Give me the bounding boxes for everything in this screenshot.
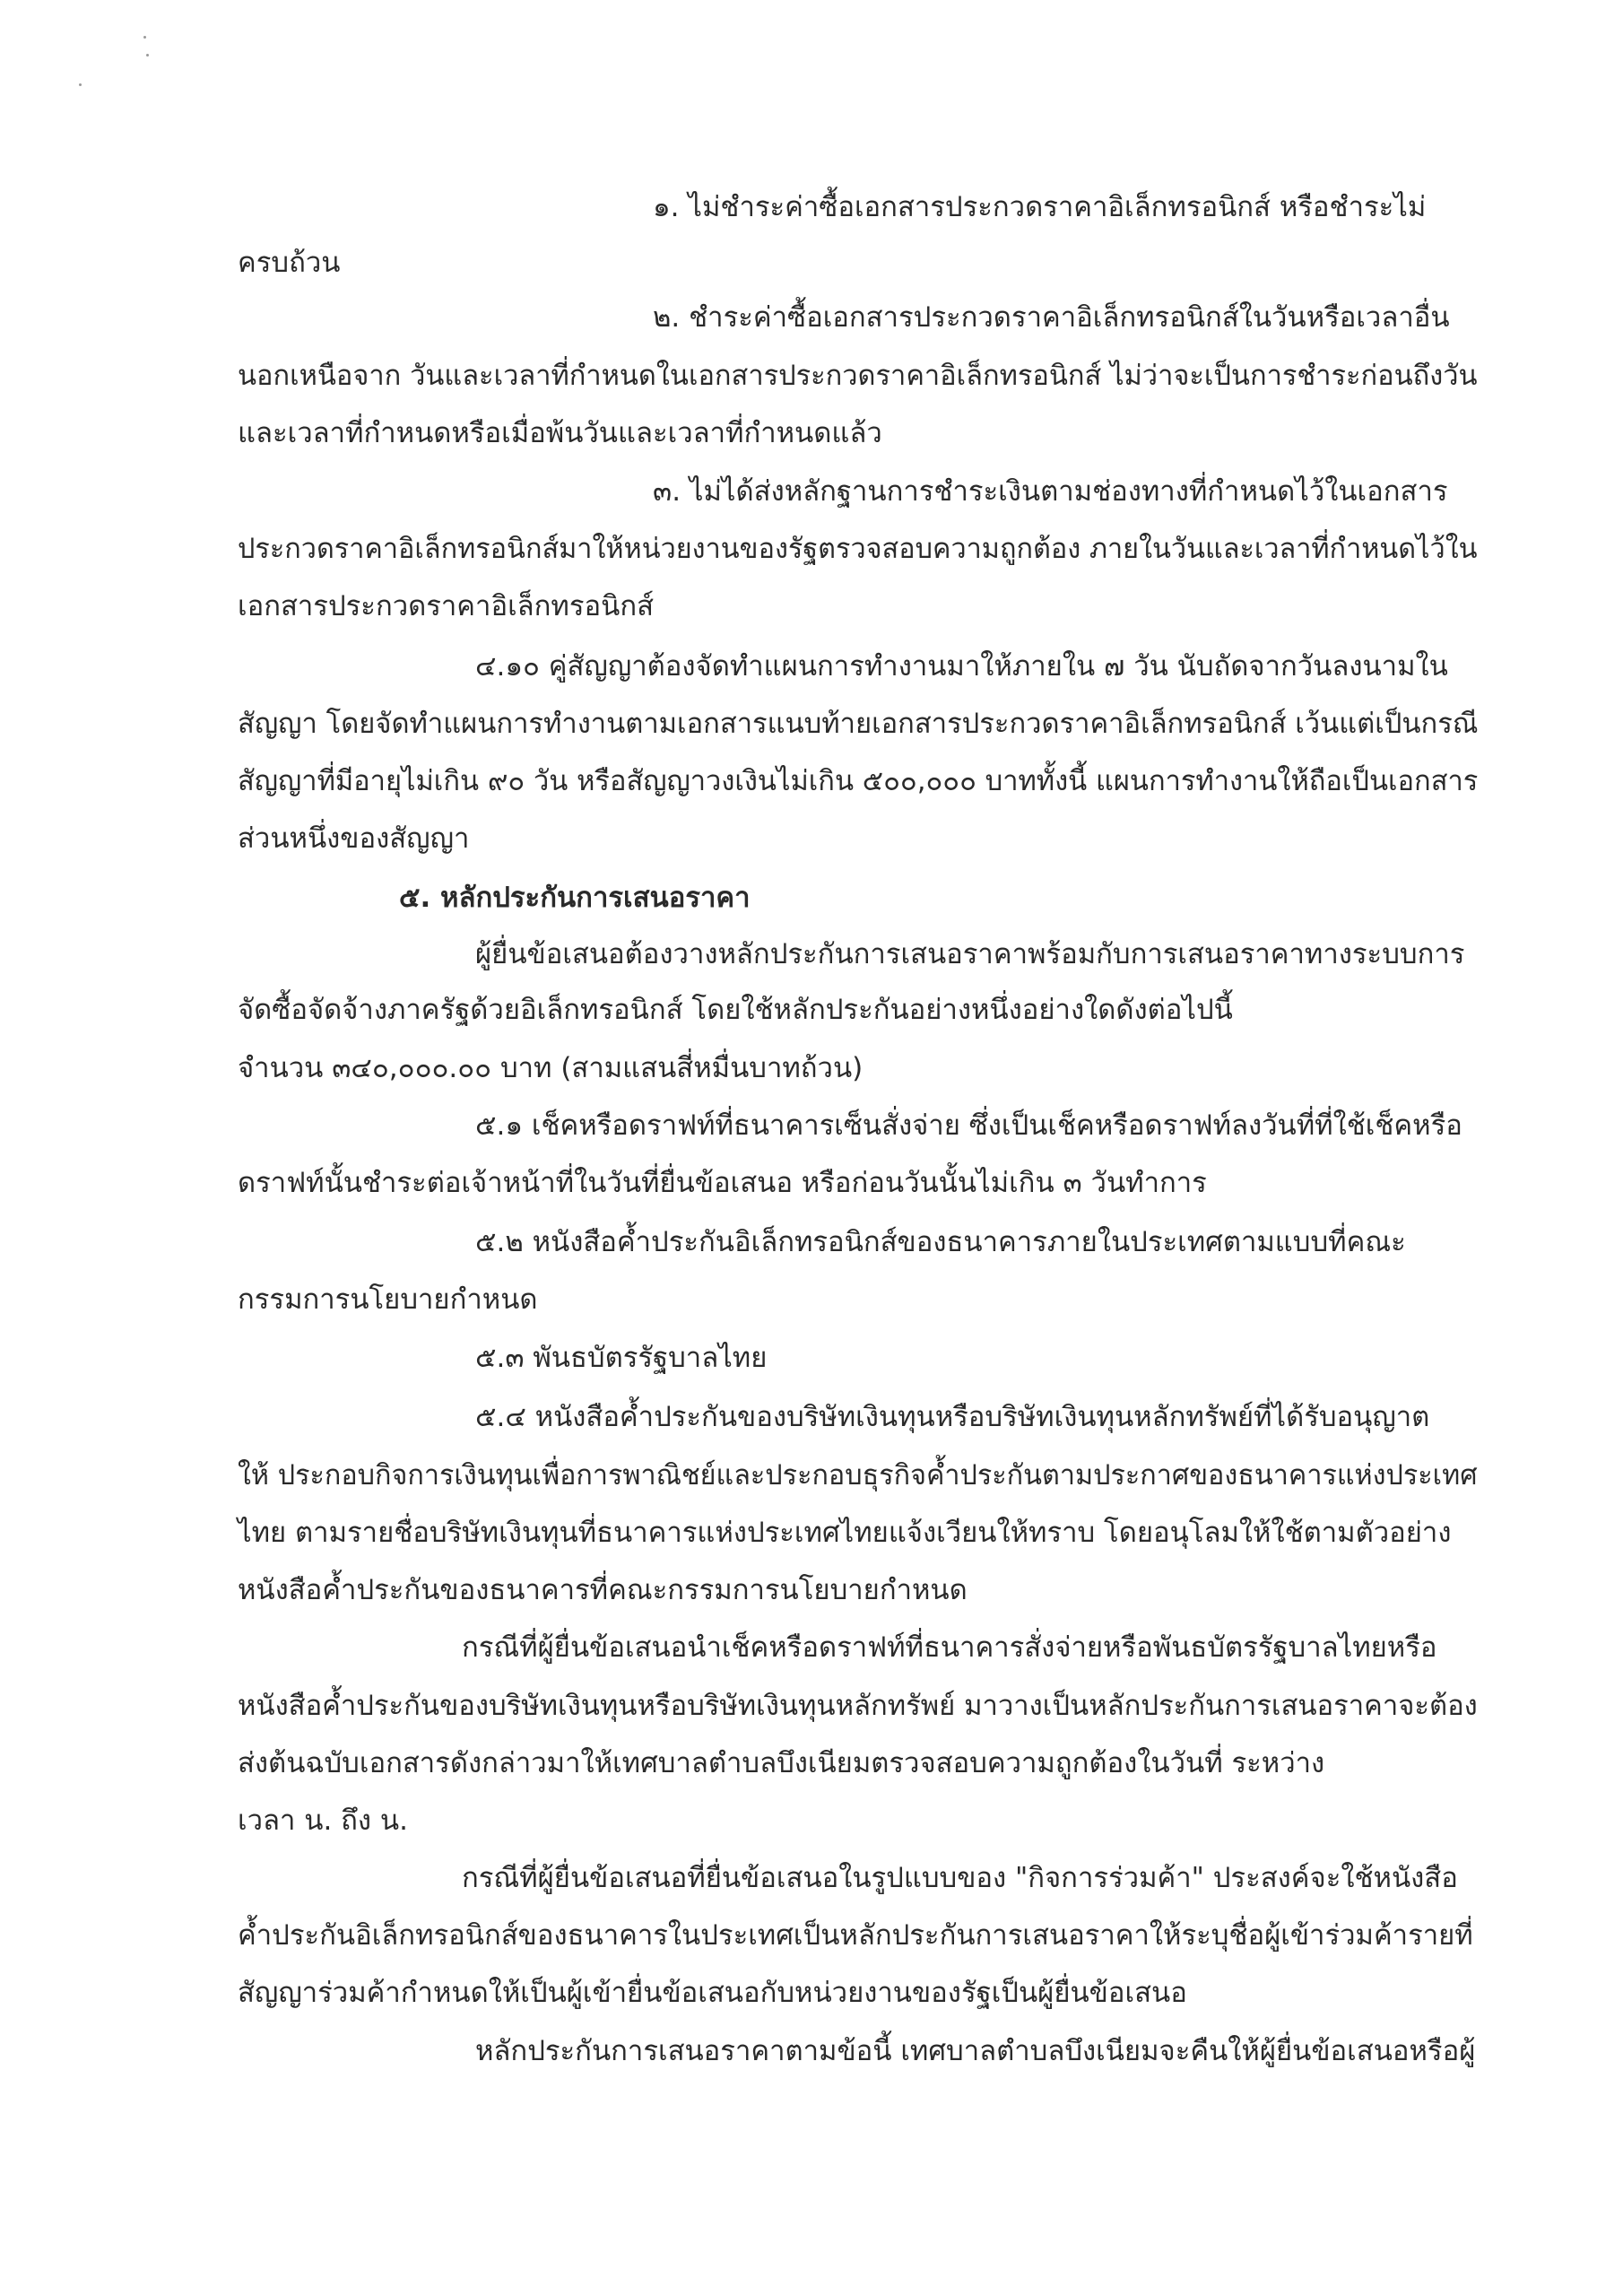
text-line: ๕.๑ เช็คหรือดราฟท์ที่ธนาคารเซ็นสั่งจ่าย ซึ่งเป็นเช็คหรือดราฟท์ลงวันที่ที่ใช้เช็คหรือ (475, 1109, 1462, 1142)
text-line: ๓. ไม่ได้ส่งหลักฐานการชำระเงินตามช่องทางที่กำหนดไว้ในเอกสาร (653, 475, 1448, 508)
text-line: สัญญา โดยจัดทำแผนการทำงานตามเอกสารแนบท้ายเอกสารประกวดราคาอิเล็กทรอนิกส์ เว้นแต่เป็นกรณี (238, 708, 1479, 740)
text-line: สัญญาร่วมค้ากำหนดให้เป็นผู้เข้ายื่นข้อเสนอกับหน่วยงานของรัฐเป็นผู้ยื่นข้อเสนอ (238, 1977, 1187, 2009)
text-line: ให้ ประกอบกิจการเงินทุนเพื่อการพาณิชย์และประกอบธุรกิจค้ำประกันตามประกาศของธนาคารแห่งประเทศ (238, 1459, 1478, 1492)
text-line: กรณีที่ผู้ยื่นข้อเสนอที่ยื่นข้อเสนอในรูปแบบของ "กิจการร่วมค้า" ประสงค์จะใช้หนังสือ (462, 1862, 1458, 1894)
text-line: ส่งต้นฉบับเอกสารดังกล่าวมาให้เทศบาลตำบลบึงเนียมตรวจสอบความถูกต้องในวันที่ ระหว่าง (238, 1747, 1325, 1779)
text-line: จำนวน ๓๔๐,๐๐๐.๐๐ บาท (สามแสนสี่หมื่นบาทถ้วน) (238, 1052, 864, 1084)
scan-speck (143, 36, 146, 39)
text-line: ครบถ้วน (238, 247, 341, 279)
text-line: สัญญาที่มีอายุไม่เกิน ๙๐ วัน หรือสัญญาวงเงินไม่เกิน ๕๐๐,๐๐๐ บาททั้งนี้ แผนการทำงานให้ถือเป็นเอกสาร (238, 765, 1479, 797)
text-line: ๔.๑๐ คู่สัญญาต้องจัดทำแผนการทำงานมาให้ภายใน ๗ วัน นับถัดจากวันลงนามใน (475, 650, 1448, 683)
text-line: นอกเหนือจาก วันและเวลาที่กำหนดในเอกสารประกวดราคาอิเล็กทรอนิกส์ ไม่ว่าจะเป็นการชำระก่อนถึงวัน (238, 360, 1478, 392)
text-line: ๕.๒ หนังสือค้ำประกันอิเล็กทรอนิกส์ของธนาคารภายในประเทศตามแบบที่คณะ (475, 1226, 1406, 1258)
scan-speck (79, 83, 82, 86)
text-line: หลักประกันการเสนอราคาตามข้อนี้ เทศบาลตำบลบึงเนียมจะคืนให้ผู้ยื่นข้อเสนอหรือผู้ (475, 2035, 1476, 2067)
text-line: ๑. ไม่ชำระค่าซื้อเอกสารประกวดราคาอิเล็กทรอนิกส์ หรือชำระไม่ (653, 191, 1427, 223)
section-heading: ๕. หลักประกันการเสนอราคา (399, 882, 751, 914)
text-line: เอกสารประกวดราคาอิเล็กทรอนิกส์ (238, 590, 655, 622)
text-line: หนังสือค้ำประกันของธนาคารที่คณะกรรมการนโยบายกำหนด (238, 1574, 968, 1606)
text-line: เวลา น. ถึง น. (238, 1805, 408, 1837)
text-line: ประกวดราคาอิเล็กทรอนิกส์มาให้หน่วยงานของรัฐตรวจสอบความถูกต้อง ภายในวันและเวลาที่กำหนดไว้ใน (238, 533, 1478, 565)
text-line: ค้ำประกันอิเล็กทรอนิกส์ของธนาคารในประเทศเป็นหลักประกันการเสนอราคาให้ระบุชื่อผู้เข้าร่วมค้ารายที่ (238, 1919, 1473, 1952)
text-line: กรรมการนโยบายกำหนด (238, 1283, 538, 1316)
text-line: ๕.๓ พันธบัตรรัฐบาลไทย (475, 1342, 768, 1374)
text-line: กรณีที่ผู้ยื่นข้อเสนอนำเช็คหรือดราฟท์ที่ธนาคารสั่งจ่ายหรือพันธบัตรรัฐบาลไทยหรือ (462, 1631, 1437, 1664)
text-line: หนังสือค้ำประกันของบริษัทเงินทุนหรือบริษัทเงินทุนหลักทรัพย์ มาวางเป็นหลักประกันการเสนอราคาจะต้อง (238, 1690, 1478, 1722)
text-line: ๕.๔ หนังสือค้ำประกันของบริษัทเงินทุนหรือบริษัทเงินทุนหลักทรัพย์ที่ได้รับอนุญาต (475, 1401, 1430, 1433)
scan-speck (146, 54, 149, 57)
text-line: ส่วนหนึ่งของสัญญา (238, 822, 470, 855)
text-line: ๒. ชำระค่าซื้อเอกสารประกวดราคาอิเล็กทรอนิกส์ในวันหรือเวลาอื่น (653, 301, 1450, 334)
text-line: จัดซื้อจัดจ้างภาครัฐด้วยอิเล็กทรอนิกส์ โดยใช้หลักประกันอย่างหนึ่งอย่างใดดังต่อไปนี้ (238, 994, 1233, 1026)
text-line: และเวลาที่กำหนดหรือเมื่อพ้นวันและเวลาที่กำหนดแล้ว (238, 417, 882, 449)
text-line: ไทย ตามรายชื่อบริษัทเงินทุนที่ธนาคารแห่งประเทศไทยแจ้งเวียนให้ทราบ โดยอนุโลมให้ใช้ตามตัวอย่าง (238, 1517, 1452, 1549)
text-line: ผู้ยื่นข้อเสนอต้องวางหลักประกันการเสนอราคาพร้อมกับการเสนอราคาทางระบบการ (475, 938, 1465, 970)
text-line: ดราฟท์นั้นชำระต่อเจ้าหน้าที่ในวันที่ยื่นข้อเสนอ หรือก่อนวันนั้นไม่เกิน ๓ วันทำการ (238, 1167, 1207, 1199)
